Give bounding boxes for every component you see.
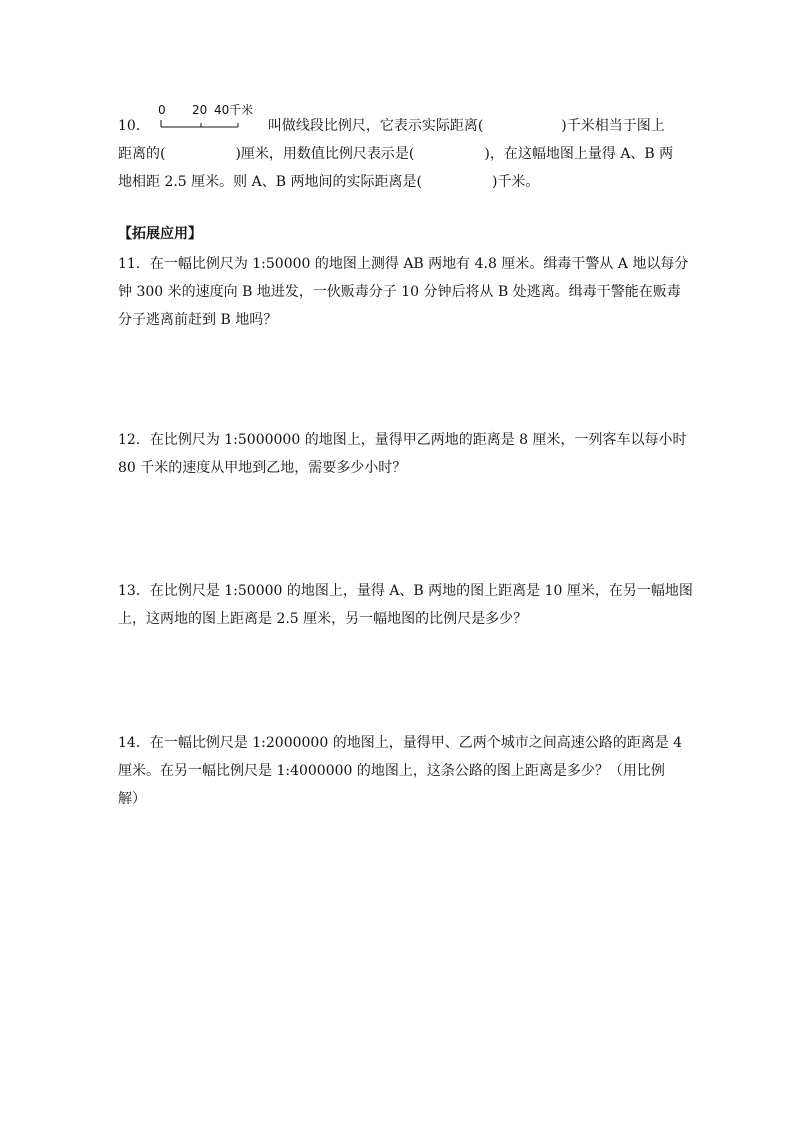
q14-line-1: 14．在一幅比例尺是 1:2000000 的地图上，量得甲、乙两个城市之间高速公路的距离是 4 bbox=[118, 735, 683, 751]
q13-line-2: 上，这两地的图上距离是 2.5 厘米，另一幅地图的比例尺是多少？ bbox=[118, 611, 528, 627]
q13-line-1: 13．在比例尺是 1:50000 的地图上，量得 A、B 两地的图上距离是 10 厘米，在另一幅地图 bbox=[118, 583, 693, 599]
q10-line1-end: )千米相当于图上 bbox=[561, 118, 665, 134]
q10-number: 10． bbox=[118, 118, 150, 134]
q10-line2-mid: )厘米，用数值比例尺表示是( bbox=[235, 146, 415, 162]
q10-line2-start: 距离的( bbox=[118, 146, 166, 162]
q10-line2-end: )，在这幅地图上量得 A、B 两 bbox=[484, 146, 674, 162]
q10-line-3 bbox=[118, 172, 539, 192]
section-title: 【拓展应用】 bbox=[118, 226, 202, 242]
line-segment-scale bbox=[156, 103, 266, 133]
q11-line-3: 分子逃离前赶到 B 地吗？ bbox=[118, 312, 278, 328]
q12-line-1: 12．在比例尺为 1:5000000 的地图上，量得甲乙两地的距离是 8 厘米，一列客车以每小时 bbox=[118, 432, 687, 448]
q11-line-1: 11．在一幅比例尺为 1:50000 的地图上测得 AB 两地有 4.8 厘米。缉毒干警从 A 地以每分 bbox=[118, 256, 689, 272]
q12-line-2: 80 千米的速度从甲地到乙地，需要多少小时？ bbox=[118, 460, 407, 476]
scale-bar-graphic bbox=[156, 103, 266, 133]
scale-label-zero: 0 bbox=[158, 103, 166, 117]
q10-line3-end: )千米。 bbox=[491, 174, 540, 190]
q14-line-2: 厘米。在另一幅比例尺是 1:4000000 的地图上，这条公路的图上距离是多少？（用比例 bbox=[118, 763, 665, 779]
q10-line1-text: 叫做线段比例尺，它表示实际距离( bbox=[267, 118, 484, 134]
scale-label-end: 40千米 bbox=[214, 103, 254, 117]
scale-label-mid: 20 bbox=[192, 103, 208, 117]
q10-line3-start: 地相距 2.5 厘米。则 A、B 两地间的实际距离是( bbox=[118, 174, 422, 190]
q14-line-3: 解） bbox=[118, 791, 146, 807]
q10-line-2 bbox=[118, 144, 673, 164]
q11-line-2: 钟 300 米的速度向 B 地进发，一伙贩毒分子 10 分钟后将从 B 处逃离。缉毒干警能在贩毒 bbox=[118, 284, 681, 300]
